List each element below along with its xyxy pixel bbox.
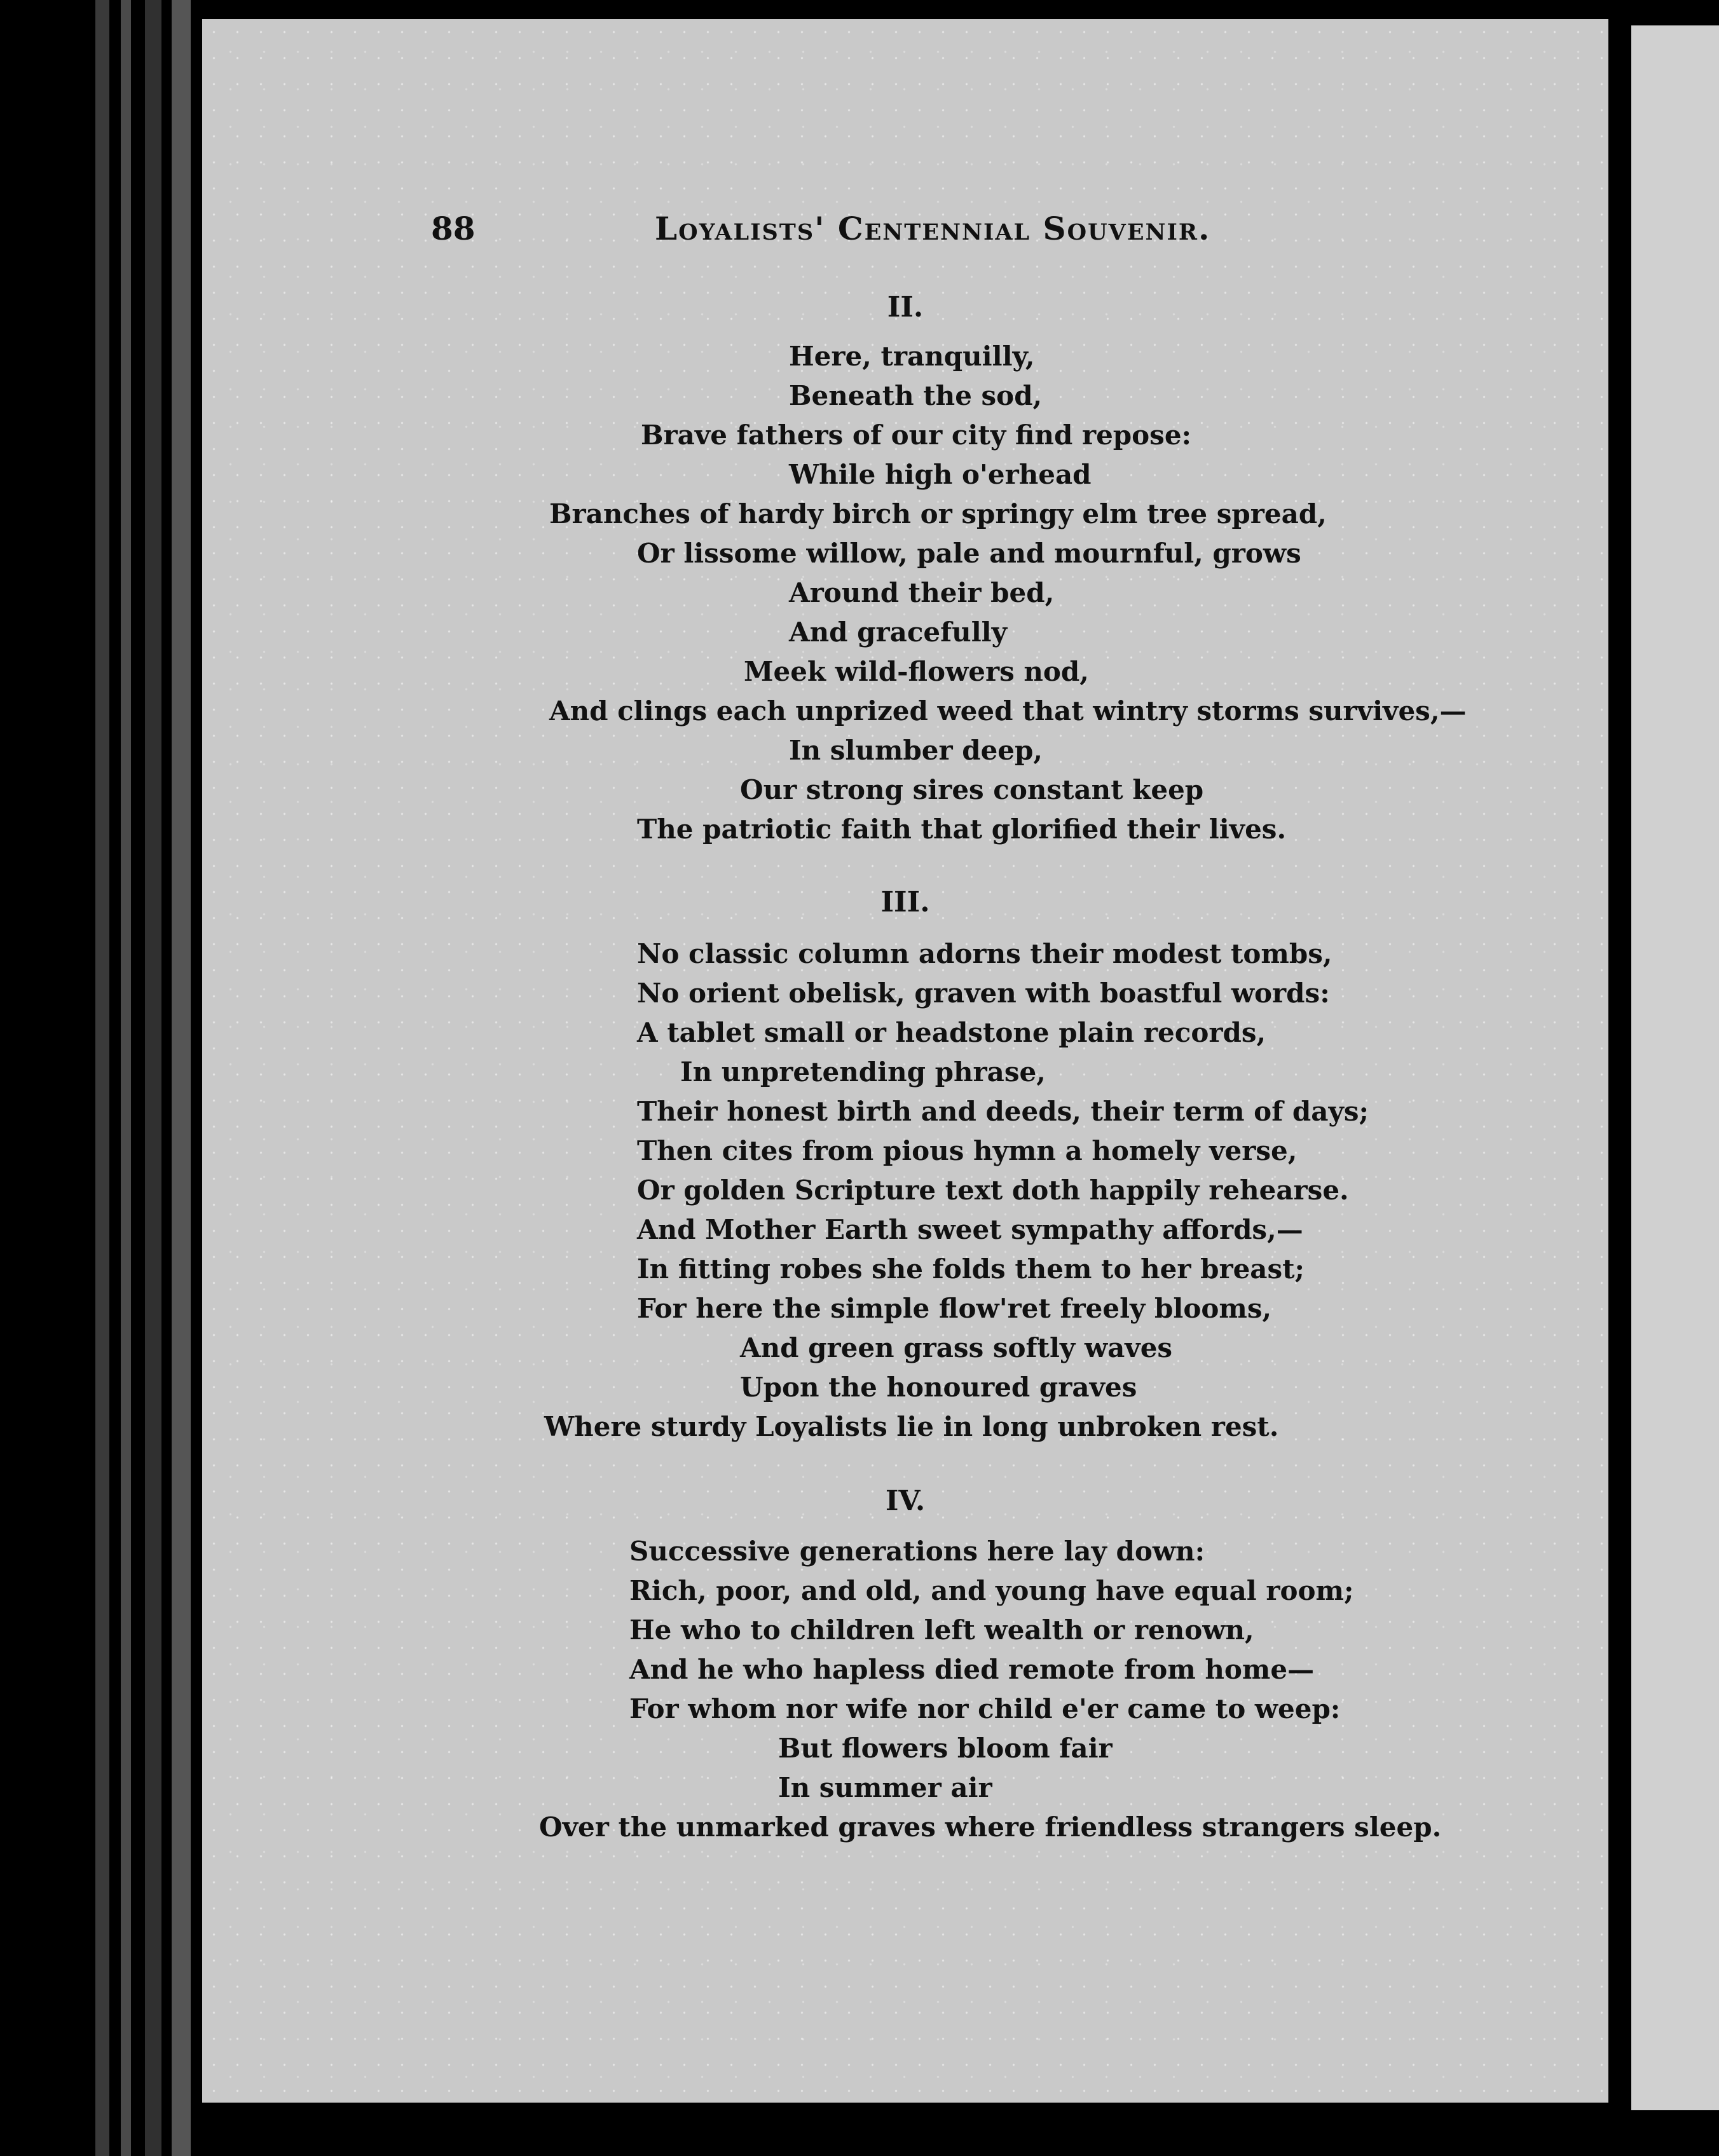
poem-line: No orient obelisk, graven with boastful words: — [637, 978, 1330, 1009]
poem-line: Rich, poor, and old, and young have equal room; — [629, 1575, 1354, 1606]
poem-line: Or lissome willow, pale and mournful, grows — [637, 538, 1301, 569]
book-edge — [145, 0, 161, 2156]
poem-line: Here, tranquilly, — [789, 341, 1035, 372]
poem-line: Successive generations here lay down: — [629, 1536, 1205, 1567]
poem-line: Around their bed, — [789, 577, 1055, 608]
poem-line: Upon the honoured graves — [740, 1372, 1137, 1403]
poem-line: And green grass softly waves — [740, 1332, 1173, 1363]
poem-line: Then cites from pious hymn a homely verse, — [637, 1135, 1298, 1166]
book-edge — [121, 0, 131, 2156]
page-header — [202, 203, 1608, 261]
book-edge — [95, 0, 109, 2156]
running-title: Loyalists' Centennial Souvenir. — [655, 210, 1211, 247]
facing-page-edge — [1631, 25, 1719, 2110]
poem-line: Or golden Scripture text doth happily rehearse. — [637, 1175, 1349, 1206]
stanza-number: III. — [880, 886, 930, 918]
book-page — [202, 19, 1608, 2103]
poem-line: Brave fathers of our city find repose: — [641, 420, 1192, 451]
poem-line: And Mother Earth sweet sympathy affords,— — [637, 1214, 1303, 1245]
poem-line: Meek wild-flowers nod, — [744, 656, 1089, 687]
stanza-number: IV. — [885, 1485, 926, 1517]
poem-line: For whom nor wife nor child e'er came to weep: — [629, 1693, 1341, 1724]
poem-line: Where sturdy Loyalists lie in long unbroken rest. — [544, 1411, 1279, 1442]
poem-line: In slumber deep, — [789, 735, 1043, 766]
poem-line: While high o'erhead — [789, 459, 1092, 490]
poem-line: No classic column adorns their modest tombs, — [637, 938, 1332, 969]
poem-line: A tablet small or headstone plain records, — [637, 1017, 1266, 1048]
poem-line: Beneath the sod, — [789, 380, 1043, 411]
book-edge — [172, 0, 191, 2156]
poem-line: The patriotic faith that glorified their lives. — [637, 814, 1287, 845]
poem-line: Their honest birth and deeds, their term of days; — [637, 1096, 1369, 1127]
poem-line: And he who hapless died remote from home— — [629, 1654, 1315, 1685]
poem-line: For here the simple flow'ret freely blooms, — [637, 1293, 1272, 1324]
stanza-number: II. — [887, 291, 924, 324]
page-number: 88 — [431, 210, 476, 247]
poem-line: In unpretending phrase, — [680, 1056, 1046, 1088]
poem-line: In fitting robes she folds them to her breast; — [637, 1253, 1305, 1285]
poem-line: And gracefully — [789, 617, 1008, 648]
poem-line: But flowers bloom fair — [778, 1733, 1113, 1764]
poem-line: He who to children left wealth or renown, — [629, 1614, 1254, 1646]
poem-line: Branches of hardy birch or springy elm tree spread, — [549, 498, 1327, 529]
poem-line: Over the unmarked graves where friendless strangers sleep. — [539, 1811, 1442, 1843]
poem-line: Our strong sires constant keep — [740, 774, 1204, 805]
poem-line: In summer air — [778, 1772, 992, 1803]
poem-line: And clings each unprized weed that wintry storms survives,— — [549, 695, 1467, 727]
